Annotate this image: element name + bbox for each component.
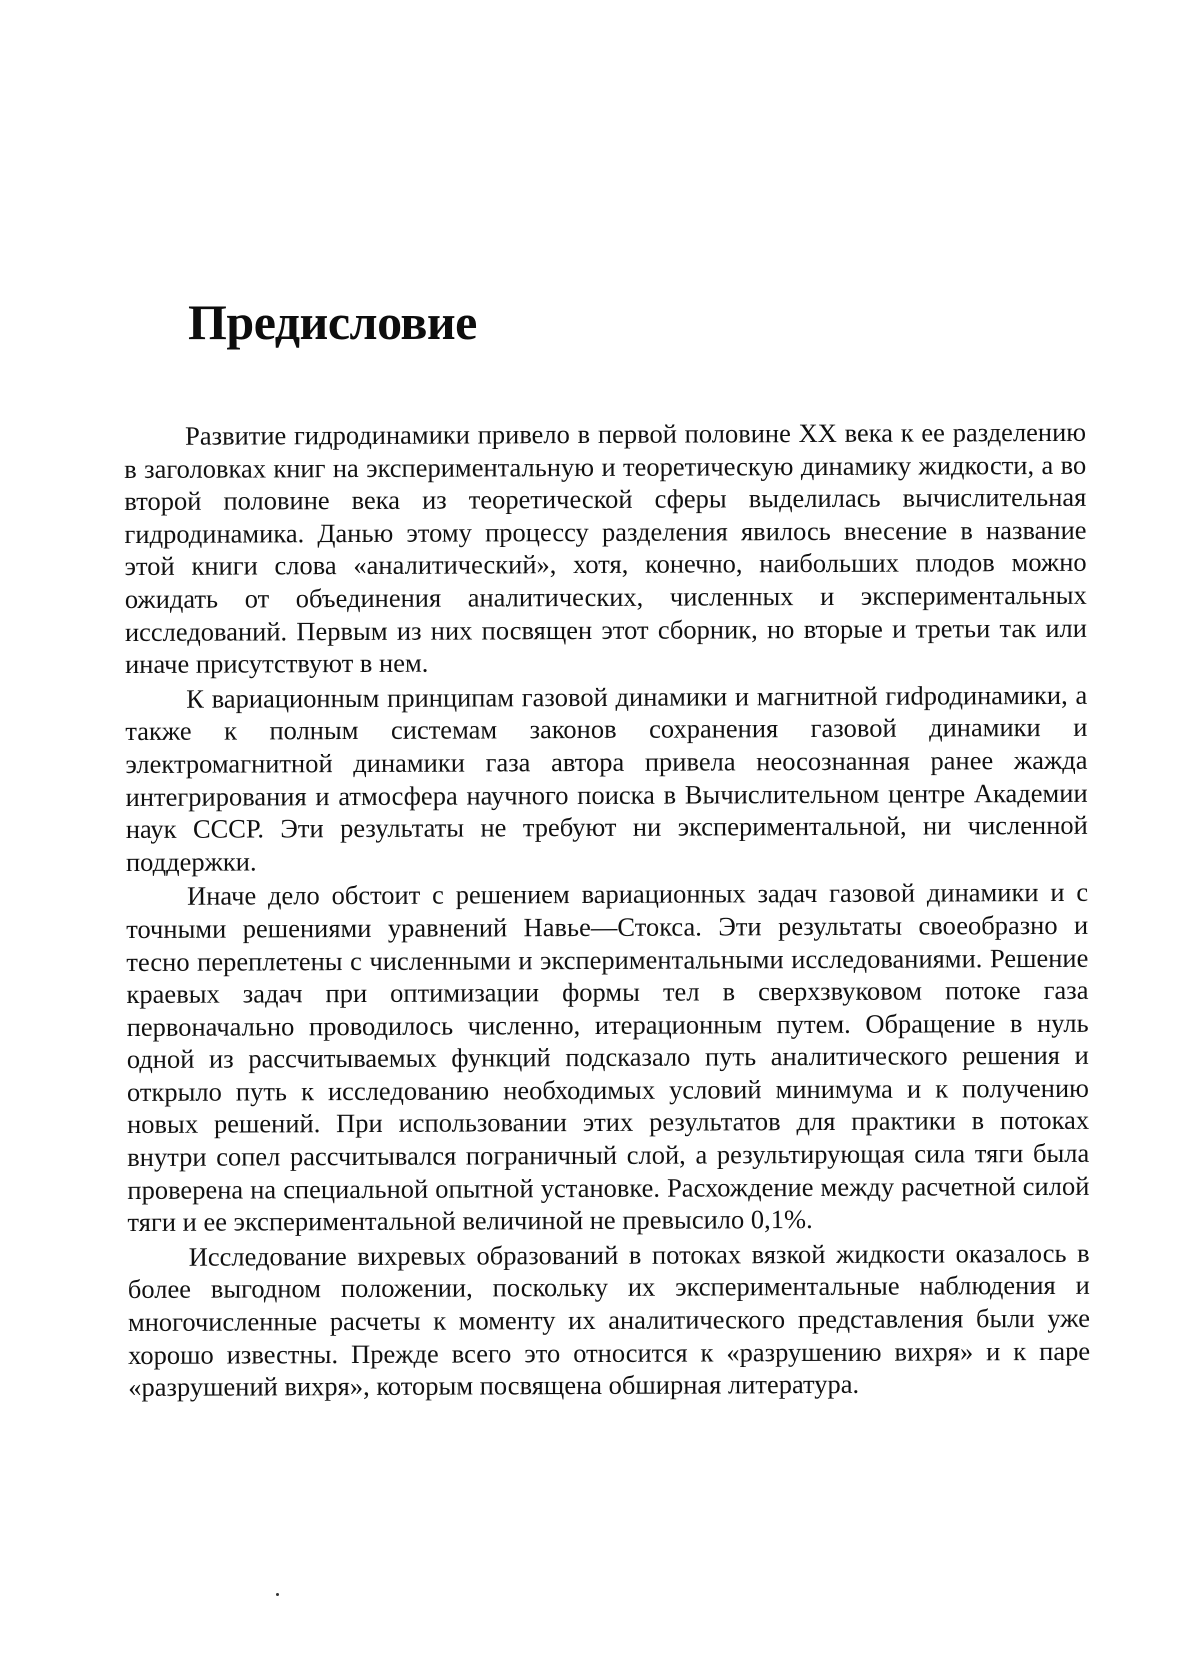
paragraph-1: Развитие гидродинамики привело в первой половине XX века к ее разделению в заголовках книг на экспериментальную и теоретическую динамику жидкости, а во второй половине века из теоретической сферы выделилась вычислительная гидродинамика. Данью этому процессу разделения явилось внесение в название этой книги слова «аналитический», хотя, конечно, наибольших плодов можно ожидать от объединения аналитических, численных и экспериментальных исследований. Первым из них посвящен этот сборник, но вторые и третьи так или иначе присутствуют в нем. — [124, 416, 1087, 680]
page-title: Предисловие — [188, 294, 477, 350]
paragraph-4: Исследование вихревых образований в потоках вязкой жидкости оказалось в более выгодном положении, поскольку их экспериментальные наблюдения и многочисленные расчеты к моменту их аналитического представления были уже хорошо известны. Прежде всего это относится к «разрушению вихря» и к паре «разрушений вихря», которым посвящена обширная литература. — [127, 1237, 1091, 1403]
paragraph-2: К вариационным принципам газовой динамики и магнитной гиdродинамики, а также к полным системам законов сохранения газовой динамики и электромагнитной динамики газа автора привела неосознанная ранее жажда интегрирования и атмосфера научного поиска в Вычислительном центре Академии наук СССР. Эти результаты не требуют ни экспериментальной, ни численной поддержки. — [125, 679, 1088, 877]
preface-body — [124, 416, 1090, 1404]
paragraph-3: Иначе дело обстоит с решением вариационных задач газовой динамики и с точными решениями уравнений Навье—Стокса. Эти результаты своеобразно и тесно переплетены с численными и экспериментальными исследованиями. Решение краевых задач при оптимизации формы тел в сверхзвуковом потоке газа первоначально проводилось численно, итерационным путем. Обращение в нуль одной из рассчитываемых функций подсказало путь аналитического решения и открыло путь к исследованию необходимых условий минимума и к получению новых решений. При использовании этих результатов для практики в потоках внутри сопел рассчитывался пограничный слой, а результирующая сила тяги была проверена на специальной опытной установке. Расхождение между расчетной силой тяги и ее экспериментальной величиной не превысило 0,1%. — [126, 877, 1090, 1238]
scan-speck — [276, 1593, 279, 1596]
